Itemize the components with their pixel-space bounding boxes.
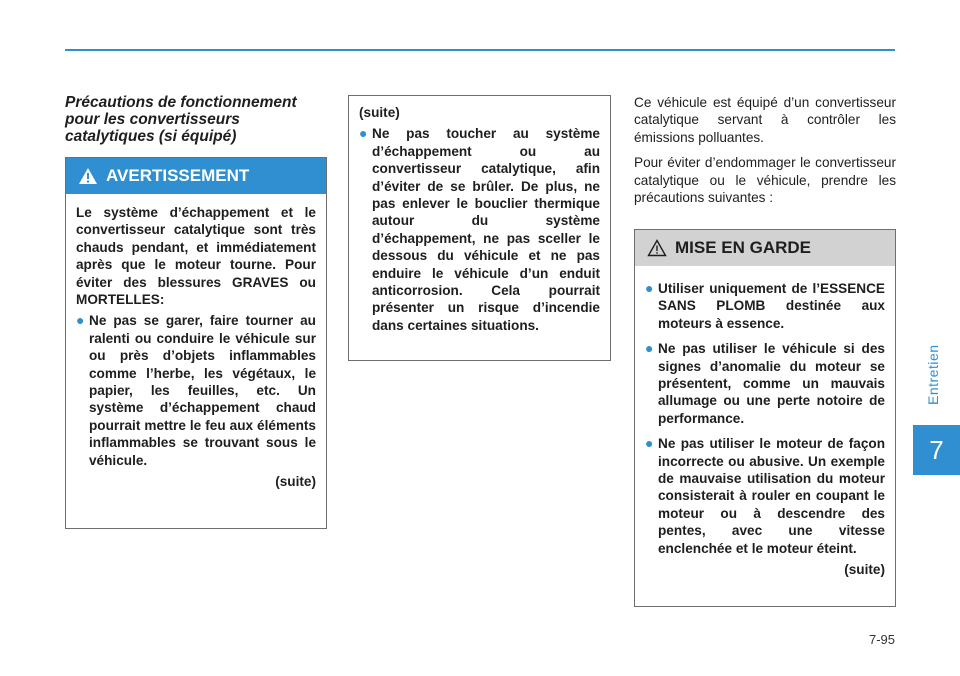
bullet-dot-icon: ● — [359, 125, 368, 142]
warning-intro: Le système d’échappement et le convertisseur catalytique sont très chauds pendant, et immédiatement après que le moteur tourne. Pour éviter des blessures GRAVES ou MORTELLES: — [76, 205, 316, 308]
intro-paragraph: Ce véhicule est équipé d’un convertisseur catalytique servant à contrôler les émissions polluantes. — [634, 95, 896, 145]
warning-box — [65, 157, 327, 529]
warning-triangle-icon — [78, 167, 98, 185]
continuation-box — [348, 95, 611, 361]
caution-bullet — [645, 340, 885, 427]
continuation-bullet-text: Ne pas toucher au système d’échappement ou au convertisseur catalytique, afin d’éviter de se brûler. De plus, ne pas enlever le bouclier thermique autour du système d’échappement, ne pas sceller le dessous du véhicule et ne pas enduire le véhicule d’un enduit anticorrosion. Cela pourrait présenter un risque d’incendie dans certaines situations. — [372, 126, 600, 333]
warning-header — [66, 158, 326, 194]
warning-bullet — [76, 312, 316, 469]
page-number: 7-95 — [868, 632, 895, 647]
caution-bullet-text: Ne pas utiliser le moteur de façon incorrecte ou abusive. Un exemple de mauvaise utilisation du moteur consisterait à rouler en coupant le moteur ou à descendre des pentes, avec une vitesse enclenchée et le moteur éteint. — [658, 436, 885, 556]
caution-header-label: MISE EN GARDE — [675, 238, 812, 257]
bullet-dot-icon: ● — [645, 340, 654, 357]
top-rule — [65, 49, 895, 51]
chapter-tab-label: Entretien — [925, 344, 941, 406]
chapter-tab-number: 7 — [913, 425, 960, 475]
caution-box — [634, 229, 896, 607]
caution-bullet-text: Ne pas utiliser le véhicule si des signes d’anomalie du moteur se présentent, comme un mauvais allumage ou une perte notoire de performance. — [658, 341, 885, 426]
caution-suite: (suite) — [844, 562, 885, 578]
continuation-suite-label: (suite) — [359, 105, 400, 120]
caution-bullet — [645, 280, 885, 332]
bullet-dot-icon: ● — [645, 435, 654, 452]
caution-bullet-text: Utiliser uniquement de l’ESSENCE SANS PLOMB destinée aux moteurs à essence. — [658, 281, 885, 331]
section-title: Précautions de fonctionnement pour les convertisseurs catalytiques (si équipé) — [65, 94, 297, 145]
continuation-bullet — [359, 125, 600, 334]
caution-bullet — [645, 435, 885, 557]
warning-suite: (suite) — [275, 474, 316, 490]
intro-text — [634, 94, 896, 214]
caution-header — [635, 230, 895, 266]
intro-paragraph: Pour éviter d’endommager le convertisseur catalytique ou le véhicule, prendre les précautions suivantes : — [634, 155, 896, 206]
continuation-body — [349, 96, 610, 334]
caution-body — [635, 266, 895, 579]
warning-bullet-text: Ne pas se garer, faire tourner au ralenti ou conduire le véhicule sur ou près d’objets inflammables comme l’herbe, les végétaux, le papier, les feuilles, etc. Un système d’échappement chaud pourrait mettre le feu aux éléments inflammables se trouvant sous le véhicule. — [89, 313, 316, 468]
bullet-dot-icon: ● — [76, 312, 85, 329]
warning-header-label: AVERTISSEMENT — [106, 166, 250, 185]
bullet-dot-icon: ● — [645, 280, 654, 296]
warning-body — [66, 194, 326, 491]
caution-triangle-icon — [647, 239, 667, 257]
